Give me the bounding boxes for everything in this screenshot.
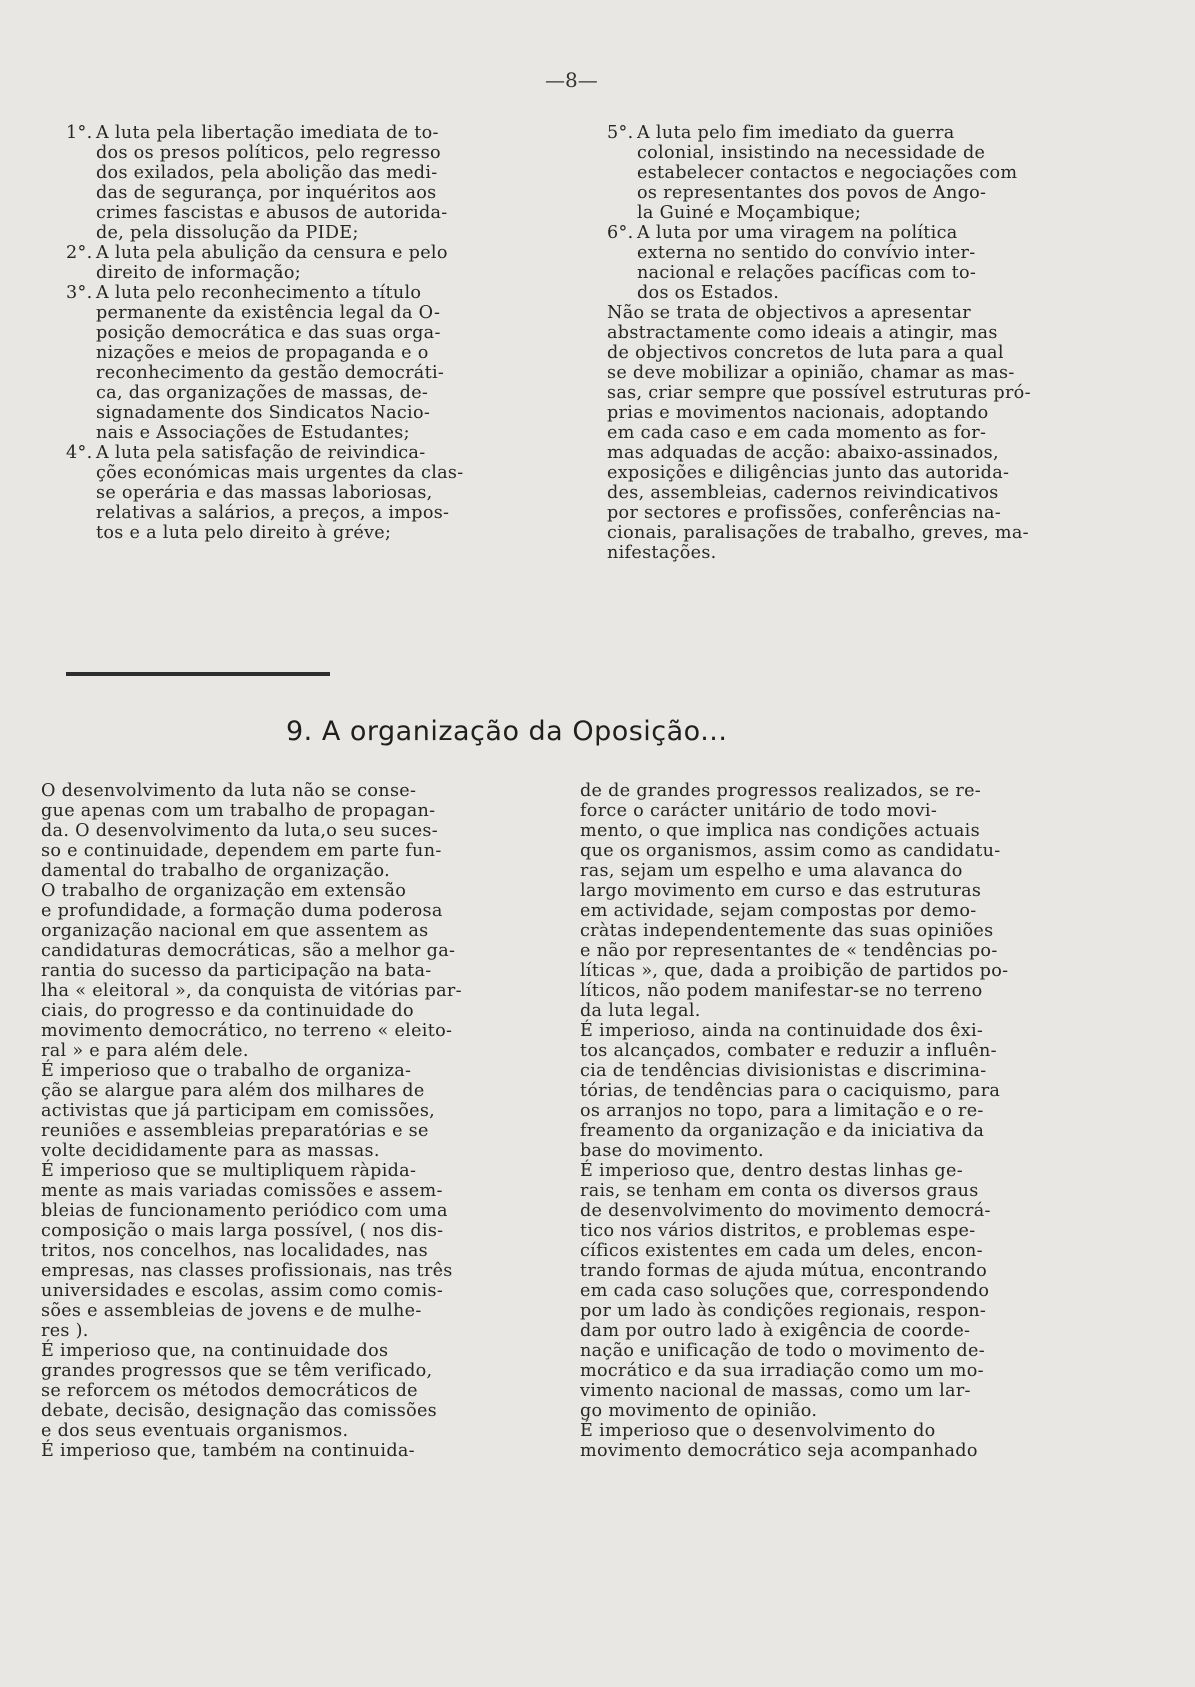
- text-line: composição o mais larga possível, ( nos dis-: [41, 1221, 444, 1241]
- text-line: tórias, de tendências para o caciquismo, para: [580, 1081, 1001, 1101]
- list-item-number: 6°.: [607, 223, 634, 243]
- text-line: por sectores e profissões, conferências na-: [607, 503, 1002, 523]
- text-line: relativas a salários, a preços, a impos-: [96, 503, 450, 523]
- page-number: —8—: [545, 68, 598, 92]
- text-line: da. O desenvolvimento da luta,o seu suces-: [41, 821, 439, 841]
- text-line: posição democrática e das suas orga-: [96, 323, 441, 343]
- text-line: ciais, do progresso e da continuidade do: [41, 1001, 414, 1021]
- text-line: rais, se tenham em conta os diversos graus: [580, 1181, 979, 1201]
- paragraph: [580, 1421, 1100, 1461]
- text-line: A luta pelo fim imediato da guerra: [637, 123, 955, 143]
- text-line: freamento da organização e da iniciativa da: [580, 1121, 985, 1141]
- text-line: go movimento de opinião.: [580, 1401, 818, 1421]
- text-line: de desenvolvimento do movimento democrá-: [580, 1201, 991, 1221]
- text-line: A luta pelo reconhecimento a título: [96, 283, 422, 303]
- text-line: por um lado às condições regionais, respon-: [580, 1301, 987, 1321]
- text-line: mento, o que implica nas condições actuais: [580, 821, 980, 841]
- text-line: estabelecer contactos e negociações com: [637, 163, 1018, 183]
- section-divider: [66, 672, 330, 676]
- text-line: volte decididamente para as massas.: [41, 1141, 380, 1161]
- text-line: dos os Estados.: [637, 283, 780, 303]
- text-line: ral » e para além dele.: [41, 1041, 249, 1061]
- text-line: cràtas independentemente das suas opiniões: [580, 921, 994, 941]
- text-line: É imperioso que, também na continuida-: [41, 1441, 415, 1461]
- body-column-left: [41, 781, 571, 1461]
- text-line: É imperioso, ainda na continuidade dos êxi-: [580, 1021, 984, 1041]
- text-line: empresas, nas classes profissionais, nas três: [41, 1261, 453, 1281]
- text-line: externa no sentido do convívio inter-: [637, 243, 976, 263]
- text-line: candidaturas democráticas, são a melhor ga-: [41, 941, 456, 961]
- text-line: A luta pela abulição da censura e pelo: [96, 243, 448, 263]
- text-line: líticas », que, dada a proibição de partidos po-: [580, 961, 1009, 981]
- text-line: O desenvolvimento da luta não se conse-: [41, 781, 417, 801]
- text-line: nizações e meios de propaganda e o: [96, 343, 429, 363]
- text-line: É imperioso que, na continuidade dos: [41, 1341, 389, 1361]
- list-item-number: 2°.: [66, 243, 93, 263]
- text-line: os representantes dos povos de Ango-: [637, 183, 987, 203]
- text-line: res ).: [41, 1321, 89, 1341]
- text-line: em cada caso soluções que, correspondendo: [580, 1281, 990, 1301]
- list-item: [66, 283, 576, 443]
- text-line: se operária e das massas laboriosas,: [96, 483, 433, 503]
- text-line: base do movimento.: [580, 1141, 764, 1161]
- text-line: de objectivos concretos de luta para a qual: [607, 343, 1004, 363]
- text-line: mocrático e da sua irradiação como um mo-: [580, 1361, 984, 1381]
- list-item: [66, 443, 576, 543]
- text-line: ção se alargue para além dos milhares de: [41, 1081, 425, 1101]
- paragraph: [607, 303, 1107, 563]
- demands-list-right: [607, 123, 1107, 563]
- text-line: signadamente dos Sindicatos Nacio-: [96, 403, 431, 423]
- text-line: largo movimento em curso e das estruturas: [580, 881, 982, 901]
- text-line: nacional e relações pacíficas com to-: [637, 263, 977, 283]
- text-line: debate, decisão, designação das comissões: [41, 1401, 438, 1421]
- paragraph: [41, 1441, 571, 1461]
- text-line: tos e a luta pelo direito à gréve;: [96, 523, 392, 543]
- text-line: em cada caso e em cada momento as for-: [607, 423, 987, 443]
- text-line: abstractamente como ideais a atingir, mas: [607, 323, 998, 343]
- text-line: ções económicas mais urgentes da clas-: [96, 463, 464, 483]
- text-line: os arranjos no topo, para a limitação e o re-: [580, 1101, 984, 1121]
- text-line: gue apenas com um trabalho de propagan-: [41, 801, 436, 821]
- text-line: Não se trata de objectivos a apresentar: [607, 303, 972, 323]
- text-line: da luta legal.: [580, 1001, 701, 1021]
- text-line: e profundidade, a formação duma poderosa: [41, 901, 443, 921]
- demands-list-left: [66, 123, 576, 543]
- text-line: É imperioso que o desenvolvimento do: [580, 1421, 936, 1441]
- text-line: permanente da existência legal da O-: [96, 303, 441, 323]
- paragraph: [580, 1021, 1100, 1161]
- list-item: [607, 123, 1107, 223]
- body-column-right: [580, 781, 1100, 1461]
- list-item-number: 3°.: [66, 283, 93, 303]
- text-line: cionais, paralisações de trabalho, greves, ma-: [607, 523, 1029, 543]
- paragraph: [41, 1341, 571, 1441]
- text-line: É imperioso que, dentro destas linhas ge-: [580, 1161, 963, 1181]
- text-line: damental do trabalho de organização.: [41, 861, 391, 881]
- list-item: [66, 243, 576, 283]
- list-item: [66, 123, 576, 243]
- text-line: activistas que já participam em comissões,: [41, 1101, 436, 1121]
- text-line: e dos seus eventuais organismos.: [41, 1421, 349, 1441]
- text-line: so e continuidade, dependem em parte fun-: [41, 841, 442, 861]
- text-line: dos os presos políticos, pelo regresso: [96, 143, 441, 163]
- text-line: reuniões e assembleias preparatórias e se: [41, 1121, 429, 1141]
- text-line: universidades e escolas, assim como comis-: [41, 1281, 444, 1301]
- text-line: sões e assembleias de jovens e de mulhe-: [41, 1301, 422, 1321]
- text-line: tritos, nos concelhos, nas localidades, nas: [41, 1241, 428, 1261]
- list-item-number: 5°.: [607, 123, 634, 143]
- text-line: tos alcançados, combater e reduzir a influên-: [580, 1041, 997, 1061]
- list-item-number: 1°.: [66, 123, 93, 143]
- text-line: trando formas de ajuda mútua, encontrando: [580, 1261, 988, 1281]
- list-item: [607, 223, 1107, 303]
- text-line: grandes progressos que se têm verificado,: [41, 1361, 433, 1381]
- text-line: organização nacional em que assentem as: [41, 921, 429, 941]
- text-line: movimento democrático seja acompanhado: [580, 1441, 978, 1461]
- text-line: dam por outro lado à exigência de coorde-: [580, 1321, 971, 1341]
- text-line: nifestações.: [607, 543, 717, 563]
- paragraph: [41, 1161, 571, 1341]
- paragraph: [41, 881, 571, 1061]
- text-line: colonial, insistindo na necessidade de: [637, 143, 986, 163]
- demands-list-right-items: [607, 123, 1107, 303]
- text-line: líticos, não podem manifestar-se no terreno: [580, 981, 983, 1001]
- text-line: que os organismos, assim como as candidatu-: [580, 841, 1001, 861]
- text-line: É imperioso que o trabalho de organiza-: [41, 1061, 412, 1081]
- paragraph: [580, 1161, 1100, 1421]
- text-line: ca, das organizações de massas, de-: [96, 383, 429, 403]
- text-line: tico nos vários distritos, e problemas espe-: [580, 1221, 976, 1241]
- text-line: das de segurança, por inquéritos aos: [96, 183, 437, 203]
- text-line: mente as mais variadas comissões e assem-: [41, 1181, 443, 1201]
- text-line: de de grandes progressos realizados, se re-: [580, 781, 982, 801]
- text-line: cia de tendências divisionistas e discrimina-: [580, 1061, 987, 1081]
- text-line: vimento nacional de massas, como um lar-: [580, 1381, 971, 1401]
- text-line: rantia do sucesso da participação na bata-: [41, 961, 432, 981]
- text-line: mas adquadas de acção: abaixo-assinados,: [607, 443, 999, 463]
- text-line: dos exilados, pela abolição das medi-: [96, 163, 438, 183]
- text-line: bleias de funcionamento periódico com uma: [41, 1201, 448, 1221]
- paragraph: [580, 781, 1100, 1021]
- text-line: de, pela dissolução da PIDE;: [96, 223, 359, 243]
- paragraph: [41, 1061, 571, 1161]
- text-line: se deve mobilizar a opinião, chamar as mas-: [607, 363, 1015, 383]
- text-line: e não por representantes de « tendências po-: [580, 941, 998, 961]
- text-line: lha « eleitoral », da conquista de vitórias par-: [41, 981, 462, 1001]
- text-line: nação e unificação de todo o movimento de-: [580, 1341, 985, 1361]
- text-line: des, assembleias, cadernos reivindicativos: [607, 483, 999, 503]
- text-line: É imperioso que se multipliquem ràpida-: [41, 1161, 417, 1181]
- text-line: A luta pela satisfação de reivindica-: [96, 443, 426, 463]
- text-line: exposições e diligências junto das autorida-: [607, 463, 1010, 483]
- text-line: O trabalho de organização em extensão: [41, 881, 407, 901]
- text-line: cíficos existentes em cada um deles, encon-: [580, 1241, 983, 1261]
- text-line: A luta por uma viragem na política: [637, 223, 958, 243]
- text-line: A luta pela libertação imediata de to-: [96, 123, 439, 143]
- text-line: ras, sejam um espelho e uma alavanca do: [580, 861, 963, 881]
- text-line: reconhecimento da gestão democráti-: [96, 363, 445, 383]
- text-line: sas, criar sempre que possível estruturas pró-: [607, 383, 1031, 403]
- text-line: direito de informação;: [96, 263, 301, 283]
- text-line: movimento democrático, no terreno « eleito-: [41, 1021, 453, 1041]
- text-line: em actividade, sejam compostas por demo-: [580, 901, 977, 921]
- paragraph: [41, 781, 571, 881]
- section-heading: 9. A organização da Oposição...: [286, 716, 728, 747]
- text-line: crimes fascistas e abusos de autorida-: [96, 203, 448, 223]
- text-line: la Guiné e Moçambique;: [637, 203, 862, 223]
- text-line: prias e movimentos nacionais, adoptando: [607, 403, 989, 423]
- list-item-number: 4°.: [66, 443, 93, 463]
- text-line: se reforcem os métodos democráticos de: [41, 1381, 418, 1401]
- objectives-paragraph: [607, 303, 1107, 563]
- text-line: force o carácter unitário de todo movi-: [580, 801, 938, 821]
- text-line: nais e Associações de Estudantes;: [96, 423, 410, 443]
